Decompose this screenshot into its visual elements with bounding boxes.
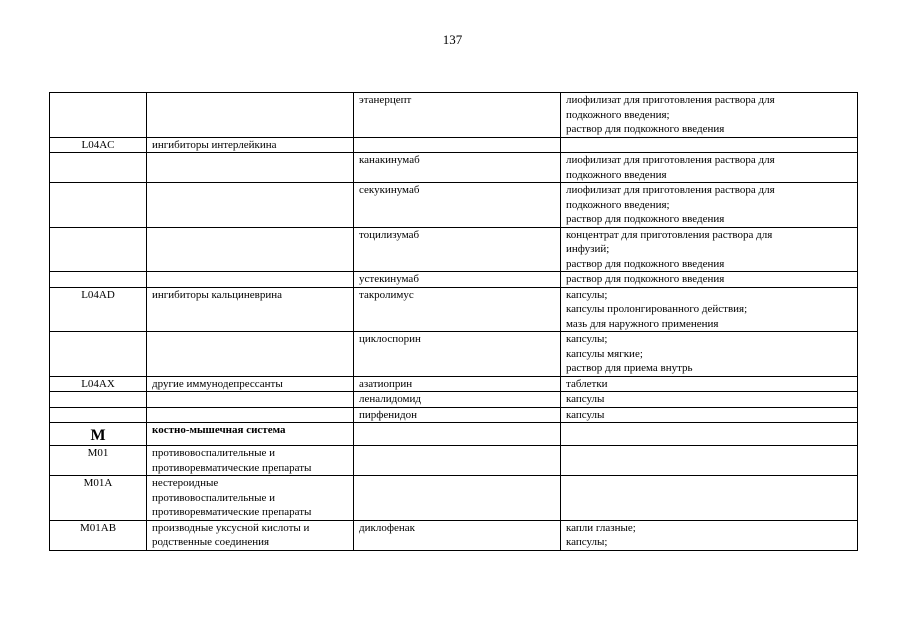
atc-code-cell [50, 227, 147, 272]
group-name-line: нестероидные [152, 477, 219, 489]
dosage-form-line: подкожного введения; [566, 198, 670, 211]
group-name-cell [147, 332, 354, 377]
atc-code-cell [50, 332, 147, 377]
dosage-form-line: раствор для подкожного введения [566, 273, 725, 285]
table-row [50, 407, 858, 423]
dosage-form-line: раствор для подкожного введения [566, 123, 725, 135]
atc-code: M01A [83, 477, 113, 489]
group-name-cell [147, 392, 354, 408]
dosage-form-line: капсулы [566, 393, 605, 405]
table-row [50, 227, 858, 272]
group-name-cell [147, 183, 354, 228]
group-name-cell [147, 446, 354, 476]
dosage-form-line: подкожного введения [566, 168, 667, 181]
dosage-form-line: капсулы пролонгированного действия; [566, 303, 748, 315]
group-name-line: противоревматические препараты [152, 506, 312, 518]
table-row [50, 93, 858, 138]
table-row [50, 332, 858, 377]
atc-code-cell [50, 407, 147, 423]
atc-code: M01AB [79, 521, 117, 534]
drug-name-cell [354, 376, 561, 392]
group-name-cell [147, 93, 354, 138]
atc-code-cell [50, 287, 147, 332]
dosage-form-cell [561, 93, 858, 138]
dosage-form-line: лиофилизат для приготовления раствора для [566, 94, 775, 106]
drug-name-cell [354, 153, 561, 183]
drug-name: леналидомид [359, 393, 421, 405]
drug-name-cell [354, 272, 561, 288]
atc-code: L04AX [81, 377, 115, 390]
drug-name-cell [354, 183, 561, 228]
drug-name: азатиоприн [359, 377, 413, 390]
group-name-cell [147, 287, 354, 332]
atc-code-cell [50, 376, 147, 392]
dosage-form-cell [561, 423, 858, 446]
dosage-form-cell [561, 446, 858, 476]
table-row [50, 137, 858, 153]
dosage-form-line: капсулы [566, 408, 605, 421]
dosage-form-cell [561, 407, 858, 423]
group-name-line: производные уксусной кислоты и [152, 521, 310, 534]
atc-code-cell [50, 272, 147, 288]
dosage-form-line: капсулы мягкие; [566, 347, 643, 360]
group-name-line: ингибиторы кальциневрина [152, 288, 283, 301]
group-name-line: другие иммунодепрессанты [152, 377, 283, 390]
group-name-cell [147, 137, 354, 153]
group-name-cell [147, 407, 354, 423]
drug-name: канакинумаб [359, 154, 420, 166]
group-name-cell [147, 376, 354, 392]
atc-code: M01 [87, 447, 109, 459]
drug-name-cell [354, 407, 561, 423]
atc-code-cell [50, 183, 147, 228]
atc-code-cell [50, 93, 147, 138]
dosage-form-cell [561, 376, 858, 392]
table-row [50, 183, 858, 228]
atc-code-cell [50, 520, 147, 550]
drug-name: этанерцепт [359, 94, 412, 106]
table-row [50, 392, 858, 408]
table-row [50, 446, 858, 476]
drug-name: устекинумаб [359, 273, 419, 285]
dosage-form-cell [561, 332, 858, 377]
table-row [50, 520, 858, 550]
atc-code-cell [50, 476, 147, 521]
group-name-line: противовоспалительные и [152, 491, 276, 504]
group-name-cell [147, 153, 354, 183]
group-name-cell [147, 476, 354, 521]
dosage-form-line: капсулы; [566, 333, 608, 345]
drug-name-cell [354, 423, 561, 446]
atc-code-cell [50, 446, 147, 476]
dosage-form-line: раствор для приема внутрь [566, 362, 693, 374]
group-name-cell [147, 272, 354, 288]
drug-name: такролимус [359, 288, 414, 301]
drug-name: тоцилизумаб [359, 228, 420, 241]
drug-name: циклоспорин [359, 333, 421, 345]
drug-name-cell [354, 520, 561, 550]
dosage-form-cell [561, 476, 858, 521]
drug-name-cell [354, 392, 561, 408]
drug-name-cell [354, 446, 561, 476]
dosage-form-line: концентрат для приготовления раствора для [566, 228, 773, 241]
table-row [50, 476, 858, 521]
atc-code: M [90, 427, 106, 444]
dosage-form-cell [561, 183, 858, 228]
group-name-cell [147, 520, 354, 550]
drug-table-body [50, 93, 858, 551]
dosage-form-cell [561, 520, 858, 550]
atc-code-cell [50, 137, 147, 153]
dosage-form-cell [561, 287, 858, 332]
group-name-line: противоревматические препараты [152, 461, 312, 474]
atc-code: L04AD [81, 288, 115, 301]
group-name-line: ингибиторы интерлейкина [152, 138, 277, 151]
table-row [50, 376, 858, 392]
drug-name-cell [354, 332, 561, 377]
dosage-form-line: таблетки [566, 377, 608, 390]
atc-code-cell [50, 392, 147, 408]
dosage-form-cell [561, 392, 858, 408]
atc-code: L04AC [81, 138, 115, 151]
dosage-form-cell [561, 272, 858, 288]
dosage-form-line: инфузий; [566, 243, 610, 255]
group-name-line: родственные соединения [152, 536, 270, 548]
dosage-form-cell [561, 227, 858, 272]
table-row [50, 153, 858, 183]
dosage-form-line: лиофилизат для приготовления раствора для [566, 184, 775, 196]
drug-name: секукинумаб [359, 184, 420, 196]
atc-code-cell [50, 153, 147, 183]
drug-table [49, 92, 858, 551]
dosage-form-cell [561, 153, 858, 183]
table-row [50, 423, 858, 446]
page-number: 137 [442, 32, 463, 47]
dosage-form-line: капсулы; [566, 536, 608, 548]
dosage-form-line: лиофилизат для приготовления раствора для [566, 154, 775, 166]
drug-name: пирфенидон [359, 408, 418, 421]
drug-name-cell [354, 93, 561, 138]
dosage-form-line: раствор для подкожного введения [566, 213, 725, 225]
group-name-line: костно-мышечная система [152, 424, 286, 436]
drug-name: диклофенак [359, 521, 415, 534]
dosage-form-line: капсулы; [566, 288, 608, 301]
group-name-cell [147, 227, 354, 272]
drug-name-cell [354, 227, 561, 272]
drug-name-cell [354, 287, 561, 332]
table-row [50, 272, 858, 288]
dosage-form-cell [561, 137, 858, 153]
drug-name-cell [354, 476, 561, 521]
dosage-form-line: подкожного введения; [566, 108, 670, 121]
drug-name-cell [354, 137, 561, 153]
dosage-form-line: раствор для подкожного введения [566, 257, 725, 270]
dosage-form-line: мазь для наружного применения [566, 317, 719, 330]
table-row [50, 287, 858, 332]
dosage-form-line: капли глазные; [566, 521, 636, 534]
group-name-cell [147, 423, 354, 446]
group-name-line: противовоспалительные и [152, 447, 276, 459]
atc-code-cell [50, 423, 147, 446]
